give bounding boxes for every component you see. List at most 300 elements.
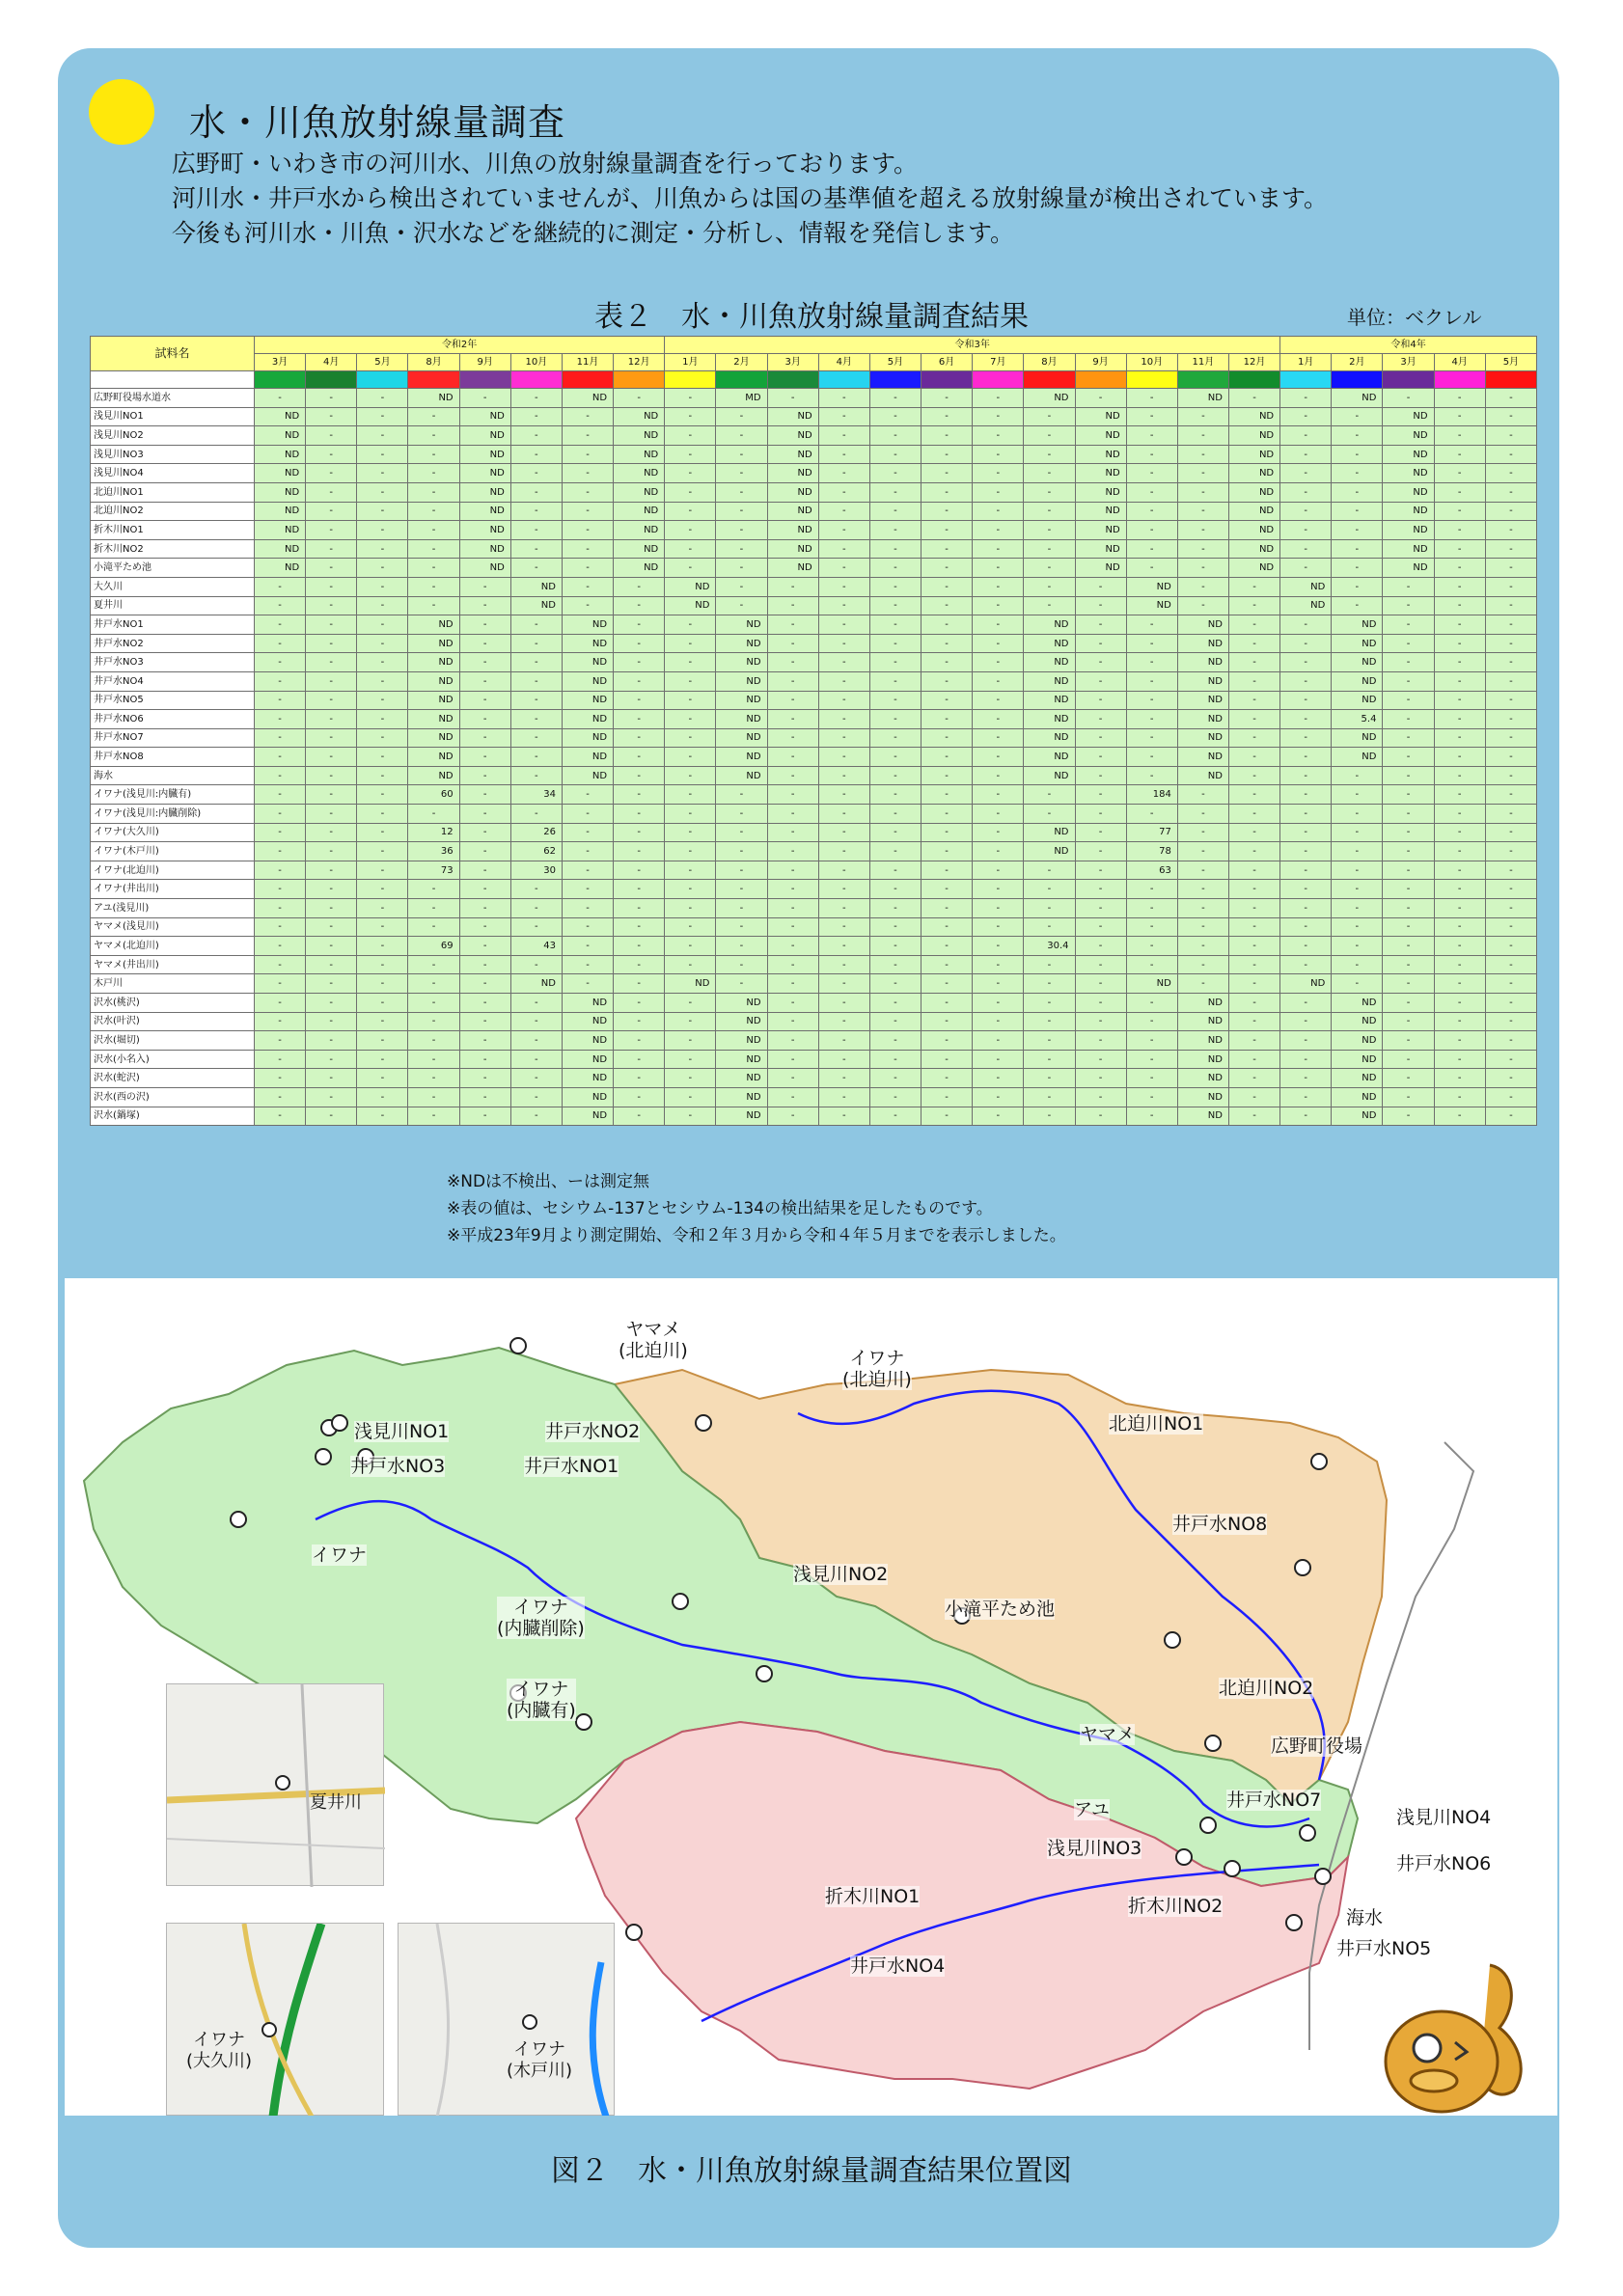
- measurement-cell: -: [1485, 577, 1536, 596]
- table-row: [91, 748, 1537, 767]
- measurement-cell: -: [869, 728, 921, 748]
- measurement-cell: 184: [1126, 785, 1177, 805]
- measurement-cell: -: [306, 407, 357, 426]
- measurement-cell: -: [1126, 615, 1177, 635]
- month-color-swatch: [973, 371, 1024, 389]
- measurement-cell: -: [255, 823, 306, 842]
- measurement-cell: -: [510, 1012, 562, 1031]
- measurement-cell: ND: [562, 1012, 613, 1031]
- month-header: 5月: [1485, 354, 1536, 371]
- measurement-cell: -: [1434, 861, 1485, 880]
- measurement-cell: -: [1177, 955, 1228, 974]
- measurement-cell: -: [818, 577, 869, 596]
- measurement-cell: -: [1434, 1069, 1485, 1088]
- measurement-cell: ND: [459, 464, 510, 483]
- table-row: [91, 937, 1537, 956]
- site-marker: [1315, 1869, 1331, 1884]
- measurement-cell: -: [1126, 937, 1177, 956]
- measurement-cell: -: [973, 1012, 1024, 1031]
- sample-name: 井戸水NO8: [91, 748, 255, 767]
- measurement-cell: -: [357, 785, 408, 805]
- month-color-swatch: [255, 371, 306, 389]
- measurement-cell: -: [1485, 728, 1536, 748]
- measurement-cell: -: [869, 937, 921, 956]
- measurement-cell: -: [357, 407, 408, 426]
- measurement-cell: -: [973, 785, 1024, 805]
- month-color-swatch: [306, 371, 357, 389]
- measurement-cell: -: [1280, 899, 1332, 918]
- measurement-cell: -: [510, 464, 562, 483]
- measurement-cell: -: [818, 937, 869, 956]
- measurement-cell: -: [767, 634, 818, 653]
- label-iwana-ohisa: イワナ (大久川): [186, 2030, 253, 2071]
- measurement-cell: -: [767, 861, 818, 880]
- measurement-cell: ND: [1177, 691, 1228, 710]
- month-header: 8月: [408, 354, 459, 371]
- measurement-cell: -: [818, 1012, 869, 1031]
- measurement-cell: -: [716, 842, 767, 861]
- measurement-cell: -: [357, 653, 408, 672]
- measurement-cell: -: [1332, 805, 1383, 824]
- table-row: [91, 842, 1537, 861]
- measurement-cell: -: [1383, 615, 1434, 635]
- measurement-cell: ND: [562, 671, 613, 691]
- measurement-cell: -: [357, 559, 408, 578]
- measurement-cell: -: [510, 917, 562, 937]
- month-color-swatch: [716, 371, 767, 389]
- measurement-cell: ND: [614, 426, 665, 446]
- measurement-cell: -: [1485, 407, 1536, 426]
- table-row: [91, 899, 1537, 918]
- month-color-swatch: [922, 371, 973, 389]
- measurement-cell: -: [1126, 880, 1177, 899]
- measurement-cell: ND: [1024, 842, 1075, 861]
- measurement-cell: ND: [1177, 1031, 1228, 1051]
- measurement-cell: -: [1177, 842, 1228, 861]
- measurement-cell: -: [716, 521, 767, 540]
- measurement-cell: -: [357, 748, 408, 767]
- measurement-cell: -: [1228, 710, 1279, 729]
- measurement-cell: -: [306, 785, 357, 805]
- measurement-cell: -: [1126, 502, 1177, 521]
- measurement-cell: -: [306, 917, 357, 937]
- measurement-cell: -: [255, 974, 306, 994]
- label-ido-no4: 井戸水NO4: [850, 1955, 946, 1977]
- measurement-cell: -: [1126, 426, 1177, 446]
- measurement-cell: -: [1383, 710, 1434, 729]
- site-marker: [1224, 1861, 1240, 1876]
- measurement-cell: ND: [562, 389, 613, 408]
- measurement-cell: -: [510, 671, 562, 691]
- measurement-cell: ND: [1024, 728, 1075, 748]
- measurement-cell: MD: [716, 389, 767, 408]
- measurement-cell: -: [1280, 521, 1332, 540]
- measurement-cell: -: [716, 937, 767, 956]
- measurement-cell: -: [973, 994, 1024, 1013]
- measurement-cell: -: [357, 1107, 408, 1126]
- measurement-cell: -: [408, 1069, 459, 1088]
- measurement-cell: -: [1228, 577, 1279, 596]
- measurement-cell: ND: [1024, 823, 1075, 842]
- measurement-cell: -: [922, 1050, 973, 1069]
- measurement-cell: -: [614, 653, 665, 672]
- measurement-cell: -: [614, 880, 665, 899]
- measurement-cell: -: [1177, 937, 1228, 956]
- measurement-cell: -: [1434, 1031, 1485, 1051]
- measurement-cell: -: [1024, 426, 1075, 446]
- measurement-cell: 36: [408, 842, 459, 861]
- table-row: [91, 389, 1537, 408]
- inset-kido-map: [399, 1924, 616, 2116]
- measurement-cell: -: [255, 1050, 306, 1069]
- measurement-cell: -: [1177, 539, 1228, 559]
- measurement-cell: -: [408, 596, 459, 615]
- measurement-cell: -: [767, 805, 818, 824]
- month-header: 2月: [1332, 354, 1383, 371]
- measurement-cell: ND: [1126, 596, 1177, 615]
- measurement-cell: -: [1024, 974, 1075, 994]
- measurement-cell: -: [1434, 785, 1485, 805]
- site-marker: [1176, 1849, 1192, 1865]
- measurement-cell: -: [1485, 445, 1536, 464]
- measurement-cell: -: [818, 899, 869, 918]
- measurement-cell: -: [255, 1107, 306, 1126]
- measurement-cell: -: [1228, 671, 1279, 691]
- measurement-cell: -: [665, 994, 716, 1013]
- measurement-cell: -: [818, 842, 869, 861]
- measurement-cell: -: [408, 445, 459, 464]
- measurement-cell: ND: [408, 710, 459, 729]
- measurement-cell: -: [665, 671, 716, 691]
- sample-name-header: 試料名: [91, 337, 255, 371]
- measurement-cell: ND: [1383, 539, 1434, 559]
- measurement-cell: -: [1383, 653, 1434, 672]
- measurement-cell: ND: [1228, 407, 1279, 426]
- label-ido-no2: 井戸水NO2: [545, 1421, 641, 1442]
- measurement-cell: -: [767, 1107, 818, 1126]
- measurement-cell: -: [408, 994, 459, 1013]
- measurement-cell: -: [1126, 994, 1177, 1013]
- table-row: [91, 1031, 1537, 1051]
- measurement-cell: -: [922, 521, 973, 540]
- measurement-cell: ND: [1024, 766, 1075, 785]
- measurement-cell: -: [1383, 1069, 1434, 1088]
- site-marker: [1300, 1825, 1315, 1841]
- measurement-cell: -: [1383, 917, 1434, 937]
- measurement-cell: -: [665, 634, 716, 653]
- measurement-cell: -: [1280, 1012, 1332, 1031]
- measurement-cell: -: [767, 955, 818, 974]
- measurement-cell: -: [459, 1087, 510, 1107]
- inset-ohisa-map: [167, 1924, 385, 2116]
- measurement-cell: -: [1075, 1031, 1126, 1051]
- iwana-ohisa-marker: [261, 2022, 277, 2037]
- measurement-cell: -: [255, 748, 306, 767]
- measurement-cell: -: [1024, 1031, 1075, 1051]
- measurement-cell: -: [1126, 917, 1177, 937]
- measurement-cell: -: [716, 502, 767, 521]
- measurement-cell: -: [1383, 1107, 1434, 1126]
- measurement-cell: -: [869, 671, 921, 691]
- measurement-cell: -: [1332, 937, 1383, 956]
- measurement-cell: -: [818, 1050, 869, 1069]
- table-row: [91, 407, 1537, 426]
- measurement-cell: -: [1485, 1069, 1536, 1088]
- measurement-cell: -: [1228, 728, 1279, 748]
- measurement-cell: ND: [255, 445, 306, 464]
- measurement-cell: -: [1485, 1107, 1536, 1126]
- measurement-cell: -: [665, 539, 716, 559]
- sun-icon: [89, 79, 154, 145]
- measurement-cell: -: [562, 521, 613, 540]
- sample-name: 折木川NO1: [91, 521, 255, 540]
- measurement-cell: ND: [1177, 1012, 1228, 1031]
- measurement-cell: -: [562, 805, 613, 824]
- measurement-cell: ND: [1332, 748, 1383, 767]
- measurement-cell: -: [869, 805, 921, 824]
- measurement-cell: ND: [459, 539, 510, 559]
- measurement-cell: -: [408, 577, 459, 596]
- label-ido-no8: 井戸水NO8: [1172, 1514, 1268, 1535]
- measurement-cell: -: [1280, 766, 1332, 785]
- measurement-cell: -: [306, 521, 357, 540]
- measurement-cell: -: [869, 955, 921, 974]
- measurement-cell: -: [922, 861, 973, 880]
- measurement-cell: ND: [408, 748, 459, 767]
- measurement-cell: -: [869, 823, 921, 842]
- measurement-cell: -: [1434, 917, 1485, 937]
- measurement-cell: 60: [408, 785, 459, 805]
- measurement-cell: -: [922, 1031, 973, 1051]
- sample-name: 小滝平ため池: [91, 559, 255, 578]
- measurement-cell: ND: [1383, 407, 1434, 426]
- measurement-cell: -: [1280, 502, 1332, 521]
- measurement-cell: ND: [562, 1031, 613, 1051]
- measurement-cell: -: [1434, 445, 1485, 464]
- month-header: 10月: [1126, 354, 1177, 371]
- measurement-cell: -: [1280, 1107, 1332, 1126]
- site-marker: [1200, 1818, 1216, 1833]
- measurement-cell: -: [665, 955, 716, 974]
- measurement-cell: -: [1434, 671, 1485, 691]
- measurement-cell: -: [357, 842, 408, 861]
- measurement-cell: -: [1228, 389, 1279, 408]
- measurement-cell: -: [818, 880, 869, 899]
- measurement-cell: -: [869, 1087, 921, 1107]
- measurement-cell: -: [1024, 464, 1075, 483]
- measurement-cell: 30: [510, 861, 562, 880]
- measurement-cell: -: [1228, 1050, 1279, 1069]
- measurement-cell: -: [510, 691, 562, 710]
- measurement-cell: ND: [1280, 577, 1332, 596]
- measurement-cell: -: [614, 1087, 665, 1107]
- measurement-cell: ND: [767, 502, 818, 521]
- measurement-cell: -: [1228, 1069, 1279, 1088]
- measurement-cell: ND: [1177, 653, 1228, 672]
- measurement-cell: ND: [614, 445, 665, 464]
- measurement-cell: ND: [1177, 671, 1228, 691]
- measurement-cell: -: [357, 766, 408, 785]
- measurement-cell: -: [357, 899, 408, 918]
- measurement-cell: -: [973, 634, 1024, 653]
- measurement-cell: -: [1024, 1012, 1075, 1031]
- measurement-cell: -: [510, 955, 562, 974]
- measurement-cell: -: [1177, 917, 1228, 937]
- measurement-cell: -: [357, 1069, 408, 1088]
- measurement-cell: ND: [1383, 426, 1434, 446]
- unit-label: 単位：ベクレル: [1347, 306, 1482, 329]
- measurement-cell: -: [973, 748, 1024, 767]
- measurement-cell: -: [408, 1087, 459, 1107]
- measurement-cell: -: [408, 521, 459, 540]
- label-oriki-no1: 折木川NO1: [825, 1886, 921, 1907]
- sample-name: 広野町役場水道水: [91, 389, 255, 408]
- measurement-cell: -: [922, 502, 973, 521]
- measurement-cell: -: [818, 1087, 869, 1107]
- measurement-cell: -: [1383, 728, 1434, 748]
- measurement-cell: -: [869, 577, 921, 596]
- measurement-cell: -: [255, 785, 306, 805]
- measurement-cell: -: [1126, 1050, 1177, 1069]
- measurement-cell: -: [1075, 691, 1126, 710]
- measurement-cell: -: [306, 653, 357, 672]
- figure-caption: 図２ 水・川魚放射線量調査結果位置図: [551, 2154, 1072, 2188]
- measurement-cell: -: [1075, 823, 1126, 842]
- measurement-cell: -: [973, 1031, 1024, 1051]
- measurement-cell: -: [614, 861, 665, 880]
- measurement-cell: -: [459, 615, 510, 635]
- measurement-cell: ND: [1228, 539, 1279, 559]
- measurement-cell: -: [1024, 1107, 1075, 1126]
- measurement-cell: -: [665, 880, 716, 899]
- measurement-cell: -: [1177, 464, 1228, 483]
- measurement-cell: -: [1024, 445, 1075, 464]
- measurement-cell: -: [1280, 728, 1332, 748]
- month-header: 2月: [716, 354, 767, 371]
- measurement-cell: -: [357, 994, 408, 1013]
- measurement-cell: 62: [510, 842, 562, 861]
- measurement-cell: -: [1434, 974, 1485, 994]
- inset-natsui: [166, 1683, 384, 1886]
- measurement-cell: -: [922, 653, 973, 672]
- measurement-cell: -: [922, 937, 973, 956]
- measurement-cell: -: [665, 748, 716, 767]
- measurement-cell: -: [869, 1031, 921, 1051]
- measurement-cell: -: [357, 464, 408, 483]
- measurement-cell: -: [1280, 445, 1332, 464]
- measurement-cell: ND: [562, 728, 613, 748]
- measurement-cell: -: [1075, 974, 1126, 994]
- measurement-cell: -: [1434, 577, 1485, 596]
- measurement-cell: -: [1177, 407, 1228, 426]
- measurement-cell: -: [767, 974, 818, 994]
- month-header: 6月: [922, 354, 973, 371]
- measurement-cell: -: [973, 937, 1024, 956]
- measurement-cell: -: [665, 691, 716, 710]
- measurement-cell: -: [1177, 596, 1228, 615]
- measurement-cell: -: [510, 445, 562, 464]
- measurement-cell: ND: [1024, 710, 1075, 729]
- measurement-cell: -: [1228, 1031, 1279, 1051]
- measurement-cell: -: [510, 407, 562, 426]
- month-color-swatch: [510, 371, 562, 389]
- site-marker: [626, 1925, 642, 1940]
- measurement-cell: -: [1434, 691, 1485, 710]
- sample-name: ヤマメ(井出川): [91, 955, 255, 974]
- measurement-cell: -: [459, 671, 510, 691]
- month-header: 4月: [1434, 354, 1485, 371]
- measurement-cell: -: [614, 805, 665, 824]
- measurement-cell: -: [1024, 785, 1075, 805]
- label-yamame: ヤマメ: [1080, 1724, 1136, 1745]
- measurement-cell: -: [869, 861, 921, 880]
- measurement-cell: -: [1332, 482, 1383, 502]
- measurement-cell: -: [767, 823, 818, 842]
- label-oriki-no2: 折木川NO2: [1128, 1896, 1224, 1917]
- measurement-cell: -: [408, 917, 459, 937]
- measurement-cell: -: [1126, 1107, 1177, 1126]
- measurement-cell: -: [922, 710, 973, 729]
- measurement-cell: -: [459, 823, 510, 842]
- measurement-cell: ND: [1332, 671, 1383, 691]
- site-marker: [1165, 1632, 1180, 1648]
- month-color-swatch: [869, 371, 921, 389]
- sample-name: イワナ(大久川): [91, 823, 255, 842]
- measurement-cell: -: [818, 748, 869, 767]
- table-row: [91, 691, 1537, 710]
- measurement-cell: -: [1280, 1087, 1332, 1107]
- measurement-cell: -: [818, 710, 869, 729]
- measurement-cell: -: [1075, 899, 1126, 918]
- label-ido-no1: 井戸水NO1: [524, 1456, 619, 1477]
- label-hirono-yakuba: 広野町役場: [1271, 1736, 1363, 1757]
- measurement-cell: -: [562, 842, 613, 861]
- measurement-cell: -: [1485, 653, 1536, 672]
- measurement-cell: -: [1434, 539, 1485, 559]
- measurement-cell: -: [1126, 710, 1177, 729]
- sample-name: 沢水(蛇沢): [91, 1069, 255, 1088]
- measurement-cell: -: [459, 710, 510, 729]
- measurement-cell: -: [1383, 937, 1434, 956]
- measurement-cell: -: [869, 1069, 921, 1088]
- measurement-cell: ND: [716, 1050, 767, 1069]
- measurement-cell: -: [665, 823, 716, 842]
- measurement-cell: -: [459, 994, 510, 1013]
- measurement-cell: ND: [614, 521, 665, 540]
- month-color-swatch: [1228, 371, 1279, 389]
- measurement-cell: -: [510, 728, 562, 748]
- measurement-cell: -: [1177, 559, 1228, 578]
- measurement-cell: -: [716, 880, 767, 899]
- measurement-cell: -: [1332, 464, 1383, 483]
- table-row: [91, 445, 1537, 464]
- measurement-cell: -: [1280, 671, 1332, 691]
- measurement-cell: -: [818, 691, 869, 710]
- measurement-cell: -: [614, 994, 665, 1013]
- measurement-cell: -: [716, 577, 767, 596]
- measurement-cell: -: [614, 1050, 665, 1069]
- measurement-cell: -: [459, 955, 510, 974]
- measurement-cell: -: [973, 596, 1024, 615]
- measurement-cell: -: [1383, 671, 1434, 691]
- measurement-cell: -: [562, 445, 613, 464]
- measurement-cell: -: [1075, 1012, 1126, 1031]
- measurement-cell: -: [1434, 615, 1485, 635]
- measurement-cell: -: [1383, 974, 1434, 994]
- measurement-cell: -: [255, 937, 306, 956]
- month-color-swatch: [1332, 371, 1383, 389]
- measurement-cell: -: [306, 426, 357, 446]
